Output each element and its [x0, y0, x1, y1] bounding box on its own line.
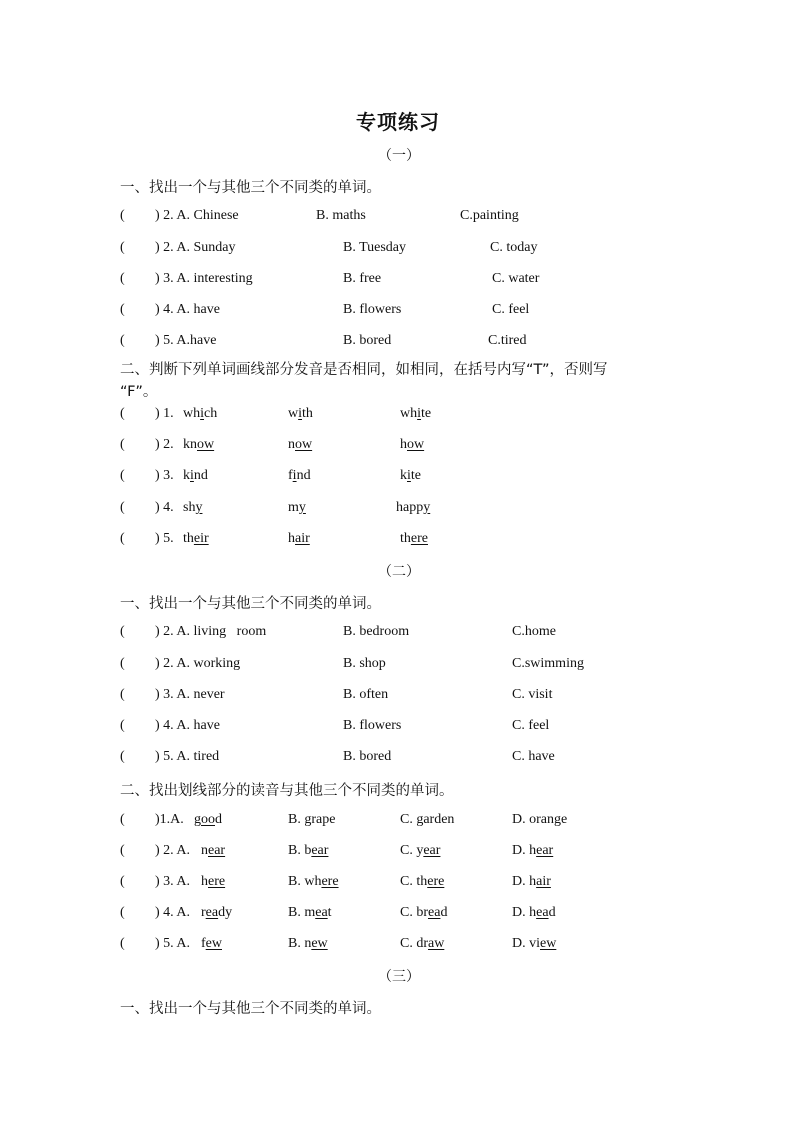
- answer-paren[interactable]: (: [120, 271, 125, 286]
- option-c: C. today: [490, 240, 538, 255]
- section-2-question-2-heading: 二、找出划线部分的读音与其他三个不同类的单词。: [120, 783, 454, 799]
- option-a: here: [201, 874, 226, 889]
- answer-paren[interactable]: (: [120, 531, 125, 546]
- s1-q1-row-4: [0, 302, 794, 322]
- s2-q1-row-2: [0, 656, 794, 676]
- answer-paren[interactable]: (: [120, 624, 125, 639]
- answer-paren[interactable]: (: [120, 687, 125, 702]
- option-a: ) 4. A. have: [155, 302, 220, 317]
- s1-q2-row-1: [0, 406, 794, 426]
- option-c: C. draw: [400, 936, 445, 951]
- s1-q2-row-3: [0, 468, 794, 488]
- option-d: D. view: [512, 936, 557, 951]
- word-3: white: [400, 406, 432, 421]
- option-a: ) 2. A. Sunday: [155, 240, 236, 255]
- section-1-question-1-heading: 一、找出一个与其他三个不同类的单词。: [120, 180, 381, 196]
- item-number: ) 5. A.: [155, 936, 190, 951]
- option-a: near: [201, 843, 226, 858]
- option-b: B. shop: [343, 656, 386, 671]
- section-3-question-1-heading: 一、找出一个与其他三个不同类的单词。: [120, 1001, 381, 1017]
- word-2: my: [288, 500, 306, 515]
- answer-paren[interactable]: (: [120, 302, 125, 317]
- word-2: with: [288, 406, 313, 421]
- option-c: C. feel: [492, 302, 530, 317]
- answer-paren[interactable]: (: [120, 437, 125, 452]
- s2-q1-row-3: [0, 687, 794, 707]
- option-c: C.painting: [460, 208, 519, 223]
- answer-paren[interactable]: (: [120, 208, 125, 223]
- word-1: which: [183, 406, 218, 421]
- option-b: B. new: [288, 936, 328, 951]
- s1-q1-row-3: [0, 271, 794, 291]
- option-c: C. garden: [400, 812, 455, 827]
- option-a: ) 2. A. Chinese: [155, 208, 239, 223]
- option-b: B. where: [288, 874, 339, 889]
- s1-q1-row-5: [0, 333, 794, 353]
- answer-paren[interactable]: (: [120, 656, 125, 671]
- answer-paren[interactable]: (: [120, 936, 125, 951]
- s2-q2-row-4: [0, 905, 794, 925]
- option-c: C. feel: [512, 718, 550, 733]
- word-3: how: [400, 437, 425, 452]
- s2-q2-row-3: [0, 874, 794, 894]
- item-number: ) 2. A.: [155, 843, 190, 858]
- item-number: ) 4. A.: [155, 905, 190, 920]
- option-c: C. water: [492, 271, 540, 286]
- item-number: ) 5.: [155, 531, 174, 546]
- item-number: ) 1.: [155, 406, 174, 421]
- option-b: B. bored: [343, 333, 392, 348]
- s1-q1-row-1: [0, 208, 794, 228]
- answer-paren[interactable]: (: [120, 843, 125, 858]
- s2-q1-row-1: [0, 624, 794, 644]
- word-3: there: [400, 531, 428, 546]
- answer-paren[interactable]: (: [120, 240, 125, 255]
- word-2: now: [288, 437, 313, 452]
- section-2-question-1-heading: 一、找出一个与其他三个不同类的单词。: [120, 596, 381, 612]
- option-c: C. visit: [512, 687, 553, 702]
- word-1: know: [183, 437, 215, 452]
- option-c: C. year: [400, 843, 441, 858]
- option-a: ) 4. A. have: [155, 718, 220, 733]
- option-b: B. Tuesday: [343, 240, 407, 255]
- word-3: kite: [400, 468, 421, 483]
- option-a: few: [201, 936, 222, 951]
- option-b: B. maths: [316, 208, 366, 223]
- answer-paren[interactable]: (: [120, 500, 125, 515]
- s2-q1-row-4: [0, 718, 794, 738]
- item-number: ) 4.: [155, 500, 174, 515]
- section-label-1: （一）: [378, 149, 420, 164]
- section-label-2: （二）: [378, 565, 420, 580]
- s2-q2-row-2: [0, 843, 794, 863]
- section-1-question-2-heading: 二、判断下列单词画线部分发音是否相同，如相同，在括号内写“T”，否则写: [120, 362, 608, 378]
- option-b: B. often: [343, 687, 389, 702]
- answer-paren[interactable]: (: [120, 468, 125, 483]
- answer-paren[interactable]: (: [120, 406, 125, 421]
- answer-paren[interactable]: (: [120, 812, 125, 827]
- option-a: ) 5. A.have: [155, 333, 217, 348]
- option-a: ) 2. A. living room: [155, 624, 267, 639]
- s1-q2-row-4: [0, 500, 794, 520]
- item-number: ) 2.: [155, 437, 174, 452]
- option-b: B. bear: [288, 843, 329, 858]
- answer-paren[interactable]: (: [120, 333, 125, 348]
- word-2: hair: [288, 531, 310, 546]
- option-a: ) 5. A. tired: [155, 749, 220, 764]
- option-b: B. bored: [343, 749, 392, 764]
- word-2: find: [288, 468, 311, 483]
- page-title: 专项练习: [356, 112, 440, 134]
- section-label-3: （三）: [378, 970, 420, 985]
- option-b: B. bedroom: [343, 624, 410, 639]
- option-b: B. flowers: [343, 302, 402, 317]
- s2-q1-row-5: [0, 749, 794, 769]
- answer-paren[interactable]: (: [120, 749, 125, 764]
- item-number: ) 3.: [155, 468, 174, 483]
- option-c: C. bread: [400, 905, 448, 920]
- option-a: good: [194, 812, 222, 827]
- answer-paren[interactable]: (: [120, 905, 125, 920]
- s1-q1-row-2: [0, 240, 794, 260]
- option-c: C. have: [512, 749, 555, 764]
- s2-q2-row-1: [0, 812, 794, 832]
- option-b: B. flowers: [343, 718, 402, 733]
- word-3: happy: [396, 500, 431, 515]
- option-a: ) 2. A. working: [155, 656, 241, 671]
- option-d: D. orange: [512, 812, 568, 827]
- option-d: D. head: [512, 905, 556, 920]
- option-d: D. hear: [512, 843, 554, 858]
- option-c: C.tired: [488, 333, 527, 348]
- option-a: ) 3. A. never: [155, 687, 225, 702]
- word-1: shy: [183, 500, 203, 515]
- item-number: )1.A.: [155, 812, 184, 827]
- word-1: their: [183, 531, 209, 546]
- option-b: B. grape: [288, 812, 336, 827]
- word-1: kind: [183, 468, 208, 483]
- item-number: ) 3. A.: [155, 874, 190, 889]
- section-1-question-2-heading-cont: “F”。: [120, 384, 158, 400]
- option-d: D. hair: [512, 874, 551, 889]
- option-b: B. free: [343, 271, 382, 286]
- answer-paren[interactable]: (: [120, 718, 125, 733]
- answer-paren[interactable]: (: [120, 874, 125, 889]
- s1-q2-row-5: [0, 531, 794, 551]
- option-c: C.home: [512, 624, 556, 639]
- s1-q2-row-2: [0, 437, 794, 457]
- option-c: C.swimming: [512, 656, 584, 671]
- option-c: C. there: [400, 874, 445, 889]
- option-b: B. meat: [288, 905, 332, 920]
- option-a: ) 3. A. interesting: [155, 271, 253, 286]
- s2-q2-row-5: [0, 936, 794, 956]
- option-a: ready: [201, 905, 233, 920]
